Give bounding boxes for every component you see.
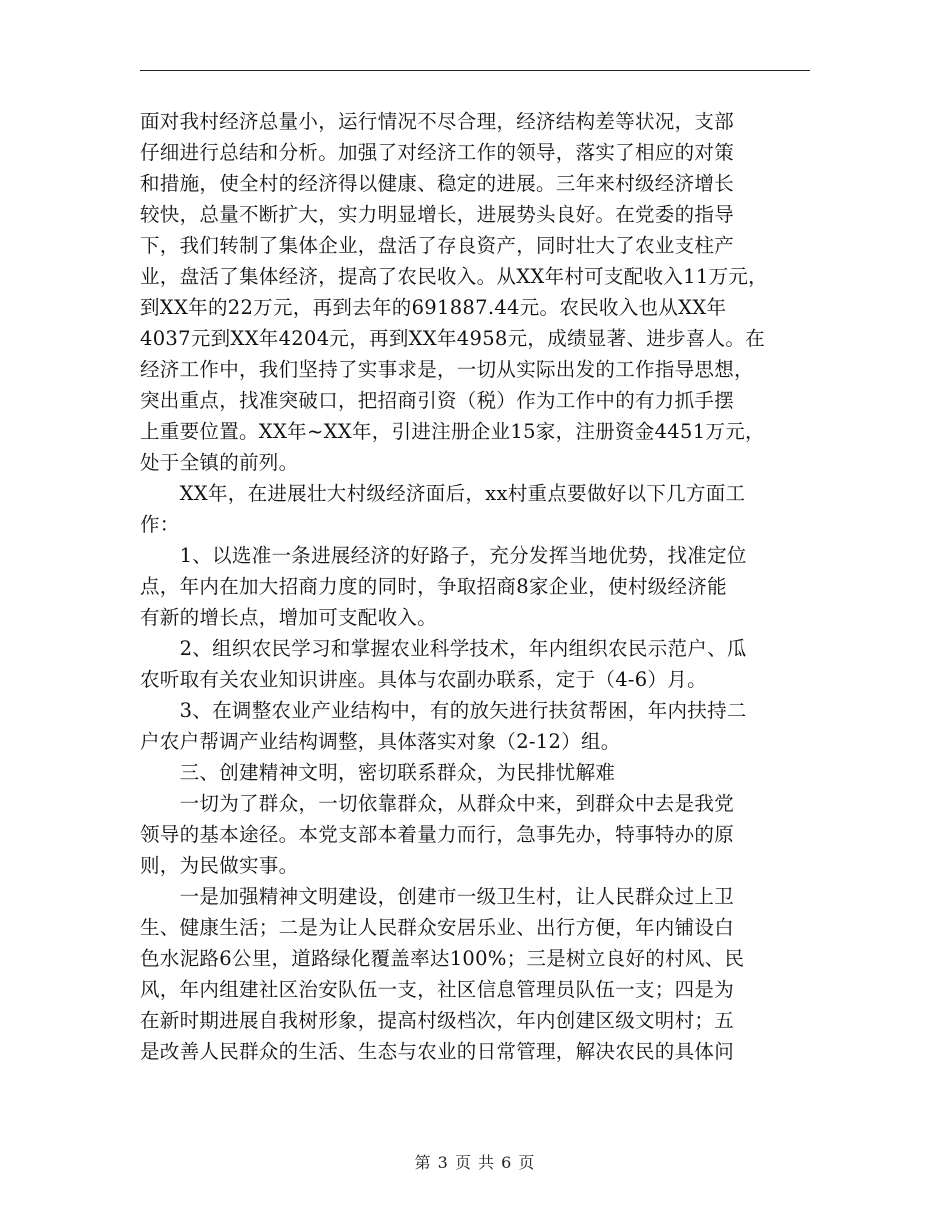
text-line: 和措施，使全村的经济得以健康、稳定的进展。三年来村级经济增长 — [140, 172, 735, 195]
text-line: 一是加强精神文明建设，创建市一级卫生村，让人民群众过上卫 — [140, 885, 735, 908]
text-line: 户农户帮调产业结构调整，具体落实对象（2-12）组。 — [140, 730, 621, 753]
text-line: 领导的基本途径。本党支部本着量力而行，急事先办，特事特办的原 — [140, 823, 735, 846]
text-line: 到XX年的22万元，再到去年的691887.44元。农民收入也从XX年 — [140, 296, 727, 319]
text-line: 则，为民做实事。 — [140, 854, 299, 877]
text-line: 面对我村经济总量小，运行情况不尽合理，经济结构差等状况，支部 — [140, 110, 735, 133]
text-line: 业，盘活了集体经济，提高了农民收入。从XX年村可支配收入11万元， — [140, 265, 768, 288]
page-footer: 第 3 页 共 6 页 — [414, 1153, 536, 1172]
text-line: 上重要位置。XX年~XX年，引进注册企业15家，注册资金4451万元， — [140, 420, 765, 443]
text-line: 点，年内在加大招商力度的同时，争取招商8家企业，使村级经济能 — [140, 575, 727, 598]
text-line: XX年，在进展壮大村级经济面后，xx村重点要做好以下几方面工 — [140, 482, 746, 505]
text-line: 1、以选准一条进展经济的好路子，充分发挥当地优势，找准定位 — [140, 544, 747, 567]
text-line: 一切为了群众，一切依靠群众，从群众中来，到群众中去是我党 — [140, 792, 735, 815]
text-line: 是改善人民群众的生活、生态与农业的日常管理，解决农民的具体问 — [140, 1040, 735, 1063]
text-line: 作： — [140, 513, 180, 536]
text-line: 色水泥路6公里，道路绿化覆盖率达100%；三是树立良好的村风、民 — [140, 947, 745, 970]
text-line: 下，我们转制了集体企业，盘活了存良资产，同时壮大了农业支柱产 — [140, 234, 735, 257]
text-line: 仔细进行总结和分析。加强了对经济工作的领导，落实了相应的对策 — [140, 141, 735, 164]
text-line: 突出重点，找准突破口，把招商引资（税）作为工作中的有力抓手摆 — [140, 389, 735, 412]
text-line: 2、组织农民学习和掌握农业科学技术，年内组织农民示范户、瓜 — [140, 637, 747, 660]
text-line: 4037元到XX年4204元，再到XX年4958元，成绩显著、进步喜人。在 — [140, 327, 766, 350]
text-line: 经济工作中，我们坚持了实事求是，一切从实际出发的工作指导思想， — [140, 358, 754, 381]
text-line: 生、健康生活；二是为让人民群众安居乐业、出行方便，年内铺设白 — [140, 916, 735, 939]
text-line: 农听取有关农业知识讲座。具体与农副办联系，定于（4-6）月。 — [140, 668, 707, 691]
text-line: 3、在调整农业产业结构中，有的放矢进行扶贫帮困，年内扶持二 — [140, 699, 747, 722]
text-line: 较快，总量不断扩大，实力明显增长，进展势头良好。在党委的指导 — [140, 203, 735, 226]
text-line: 三、创建精神文明，密切联系群众，为民排忧解难 — [140, 761, 616, 784]
text-line: 在新时期进展自我树形象，提高村级档次，年内创建区级文明村；五 — [140, 1009, 735, 1032]
document-body — [140, 106, 840, 1067]
text-line: 风，年内组建社区治安队伍一支，社区信息管理员队伍一支；四是为 — [140, 978, 735, 1001]
text-line: 处于全镇的前列。 — [140, 451, 299, 474]
text-line: 有新的增长点，增加可支配收入。 — [140, 606, 438, 629]
header-rule — [140, 70, 810, 71]
